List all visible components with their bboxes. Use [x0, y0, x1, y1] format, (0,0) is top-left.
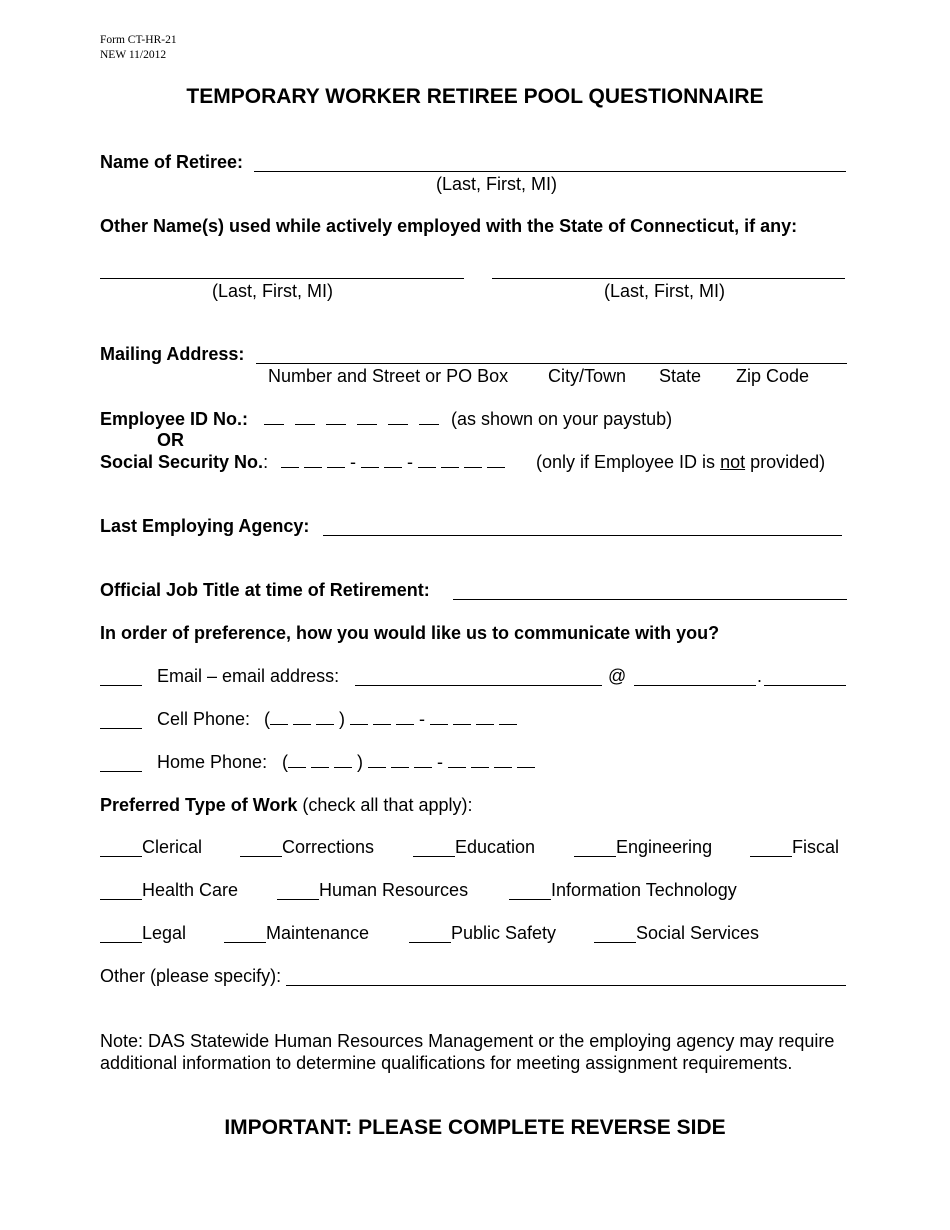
email-rank-field[interactable]: [100, 685, 142, 686]
ssn-colon: :: [263, 452, 269, 472]
option-human-resources: Human Resources: [319, 880, 469, 900]
home-dash: -: [437, 752, 444, 772]
retiree-name-field[interactable]: [254, 171, 846, 172]
home-phone-field[interactable]: [282, 752, 540, 773]
other-field[interactable]: [286, 985, 846, 986]
ssn-hint-post: provided): [745, 452, 826, 472]
mailing-address-field[interactable]: [256, 363, 847, 364]
clerical-check[interactable]: [100, 856, 142, 857]
work-type-label: Preferred Type of Work: [100, 795, 298, 815]
address-hint-city: City/Town: [548, 366, 627, 386]
note-text: Note: DAS Statewide Human Resources Management or the employing agency may require additional information to determine qualifications for meeting assignment requirements.: [100, 1031, 835, 1073]
corrections-check[interactable]: [240, 856, 282, 857]
retiree-name-label: Name of Retiree:: [100, 152, 244, 172]
option-corrections: Corrections: [282, 837, 375, 857]
home-label: Home Phone:: [157, 752, 268, 772]
mailing-address-label: Mailing Address:: [100, 344, 245, 364]
legal-check[interactable]: [100, 942, 142, 943]
ssn-hint-pre: (only if Employee ID is: [536, 452, 721, 472]
other-names-label: Other Name(s) used while actively employed with the State of Connecticut, if any:: [100, 216, 798, 236]
ssn-hint-not: not: [720, 452, 746, 472]
cell-rank-field[interactable]: [100, 728, 142, 729]
address-hint-state: State: [659, 366, 702, 386]
job-title-label: Official Job Title at time of Retirement:: [100, 580, 430, 600]
option-engineering: Engineering: [616, 837, 713, 857]
address-hint-zip: Zip Code: [736, 366, 810, 386]
health-care-check[interactable]: [100, 899, 142, 900]
ssn-dash-1: -: [350, 452, 356, 472]
cell-dash: -: [419, 709, 426, 729]
address-hint-street: Number and Street or PO Box: [268, 366, 509, 386]
option-health-care: Health Care: [142, 880, 239, 900]
option-clerical: Clerical: [142, 837, 203, 857]
agency-field[interactable]: [323, 535, 842, 536]
option-information-technology: Information Technology: [551, 880, 737, 900]
option-maintenance: Maintenance: [266, 923, 370, 943]
other-name-field-1[interactable]: [100, 278, 464, 279]
home-paren-close: ): [357, 752, 363, 772]
email-user-field[interactable]: [355, 685, 602, 686]
form-date: NEW 11/2012: [100, 49, 167, 61]
important-notice: IMPORTANT: PLEASE COMPLETE REVERSE SIDE: [224, 1116, 726, 1139]
page-title: TEMPORARY WORKER RETIREE POOL QUESTIONNAIRE: [186, 85, 764, 108]
option-social-services: Social Services: [636, 923, 760, 943]
option-legal: Legal: [142, 923, 187, 943]
ssn-hint: [536, 452, 825, 473]
ssn-label: Social Security No.: [100, 452, 264, 472]
cell-paren-open: (: [264, 709, 270, 729]
engineering-check[interactable]: [574, 856, 616, 857]
public-safety-check[interactable]: [409, 942, 451, 943]
fiscal-check[interactable]: [750, 856, 792, 857]
human-resources-check[interactable]: [277, 899, 319, 900]
email-at: @: [608, 666, 627, 686]
agency-label: Last Employing Agency:: [100, 516, 310, 536]
job-title-field[interactable]: [453, 599, 847, 600]
form-number: Form CT-HR-21: [100, 34, 177, 46]
other-label: Other (please specify):: [100, 966, 282, 986]
employee-id-field[interactable]: [264, 409, 450, 430]
employee-id-hint: (as shown on your paystub): [451, 409, 673, 429]
home-paren-open: (: [282, 752, 288, 772]
work-type-hint: (check all that apply):: [297, 795, 473, 815]
option-education: Education: [455, 837, 536, 857]
email-dot: .: [757, 666, 763, 686]
email-tld-field[interactable]: [764, 685, 846, 686]
work-type-heading: [100, 795, 472, 816]
home-rank-field[interactable]: [100, 771, 142, 772]
cell-paren-close: ): [339, 709, 345, 729]
social-services-check[interactable]: [594, 942, 636, 943]
other-name-field-2[interactable]: [492, 278, 845, 279]
ssn-row: [100, 452, 268, 473]
ssn-dash-2: -: [407, 452, 414, 472]
communication-question: In order of preference, how you would like us to communicate with you?: [100, 623, 720, 643]
education-check[interactable]: [413, 856, 455, 857]
maintenance-check[interactable]: [224, 942, 266, 943]
cell-phone-field[interactable]: [264, 709, 522, 730]
retiree-name-hint: (Last, First, MI): [436, 174, 557, 194]
employee-id-label: Employee ID No.:: [100, 409, 249, 429]
email-label: Email – email address:: [157, 666, 340, 686]
option-public-safety: Public Safety: [451, 923, 557, 943]
ssn-field[interactable]: [281, 452, 510, 473]
or-label: OR: [157, 430, 184, 450]
option-fiscal: Fiscal: [792, 837, 840, 857]
cell-label: Cell Phone:: [157, 709, 251, 729]
information-technology-check[interactable]: [509, 899, 551, 900]
email-domain-field[interactable]: [634, 685, 756, 686]
other-name-hint-1: (Last, First, MI): [212, 281, 333, 301]
other-name-hint-2: (Last, First, MI): [604, 281, 725, 301]
